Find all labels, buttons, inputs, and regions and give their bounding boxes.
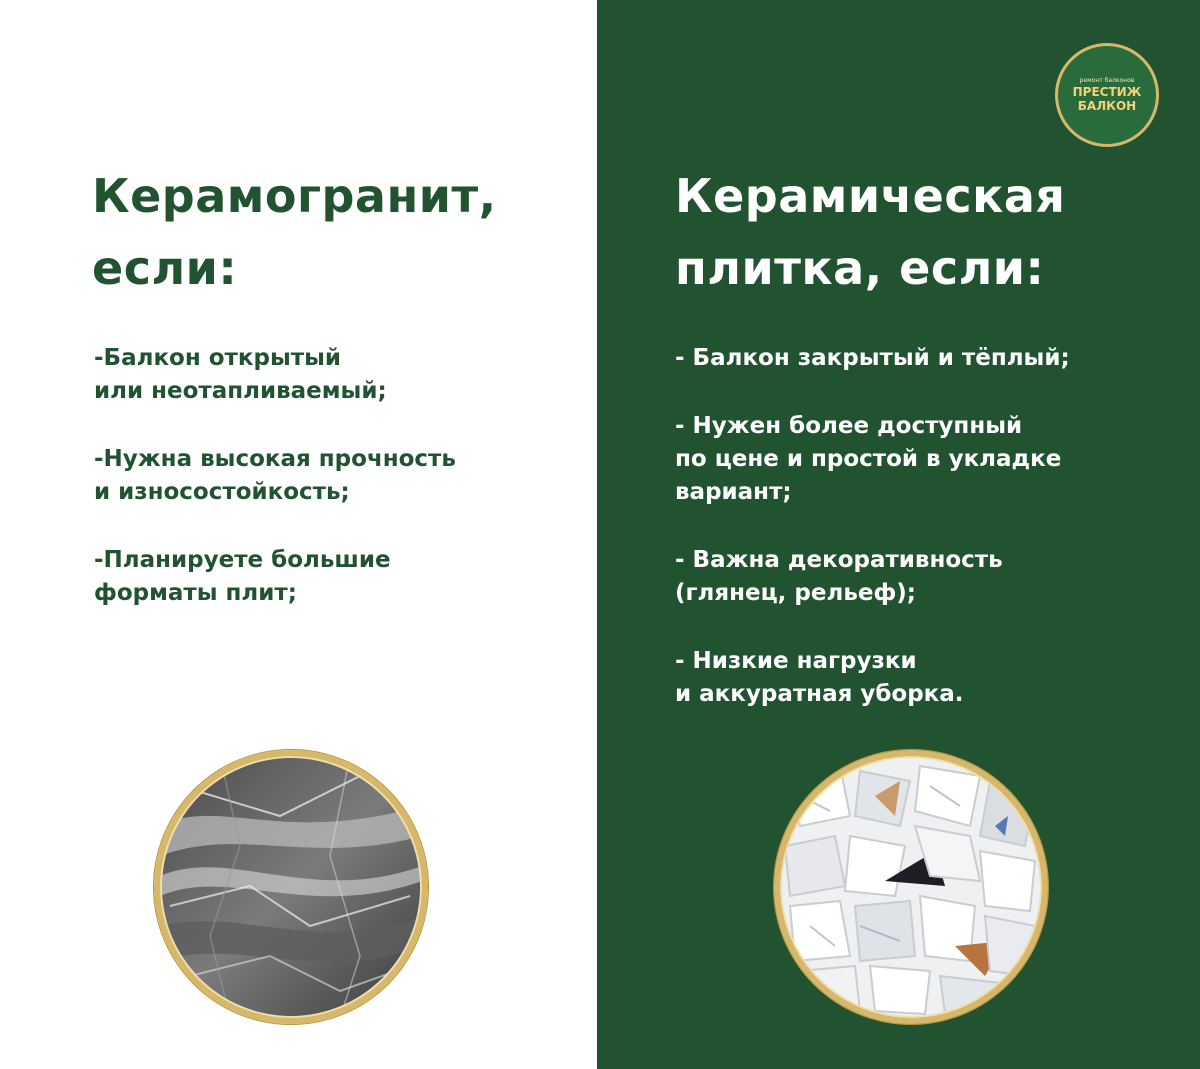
porcelain-stoneware-heading: Керамогранит, если: xyxy=(92,169,497,295)
logo-title: ПРЕСТИЖ БАЛКОН xyxy=(1072,85,1142,113)
list-item: - Балкон закрытый и тёплый; xyxy=(675,345,1070,371)
ceramic-tile-heading: Керамическая плитка, если: xyxy=(675,169,1066,295)
logo-tagline: ремонт балконов xyxy=(1079,77,1135,84)
list-item: -Балкон открытый или неотапливаемый; xyxy=(94,345,387,404)
marble-swatch-icon xyxy=(160,756,422,1018)
list-item: - Нужен более доступный по цене и простой в укладке вариант; xyxy=(675,413,1062,505)
terrazzo-swatch-icon xyxy=(780,756,1042,1018)
ceramic-tile-list xyxy=(675,342,1070,746)
list-item: -Планируете большие форматы плит; xyxy=(94,547,391,606)
porcelain-stoneware-list xyxy=(94,342,456,645)
list-item: - Важна декоративность (глянец, рельеф); xyxy=(675,547,1003,606)
prestige-balcony-logo-icon xyxy=(1055,43,1159,147)
list-item: - Низкие нагрузки и аккуратная уборка. xyxy=(675,648,964,707)
list-item: -Нужна высокая прочность и износостойкость; xyxy=(94,446,456,505)
